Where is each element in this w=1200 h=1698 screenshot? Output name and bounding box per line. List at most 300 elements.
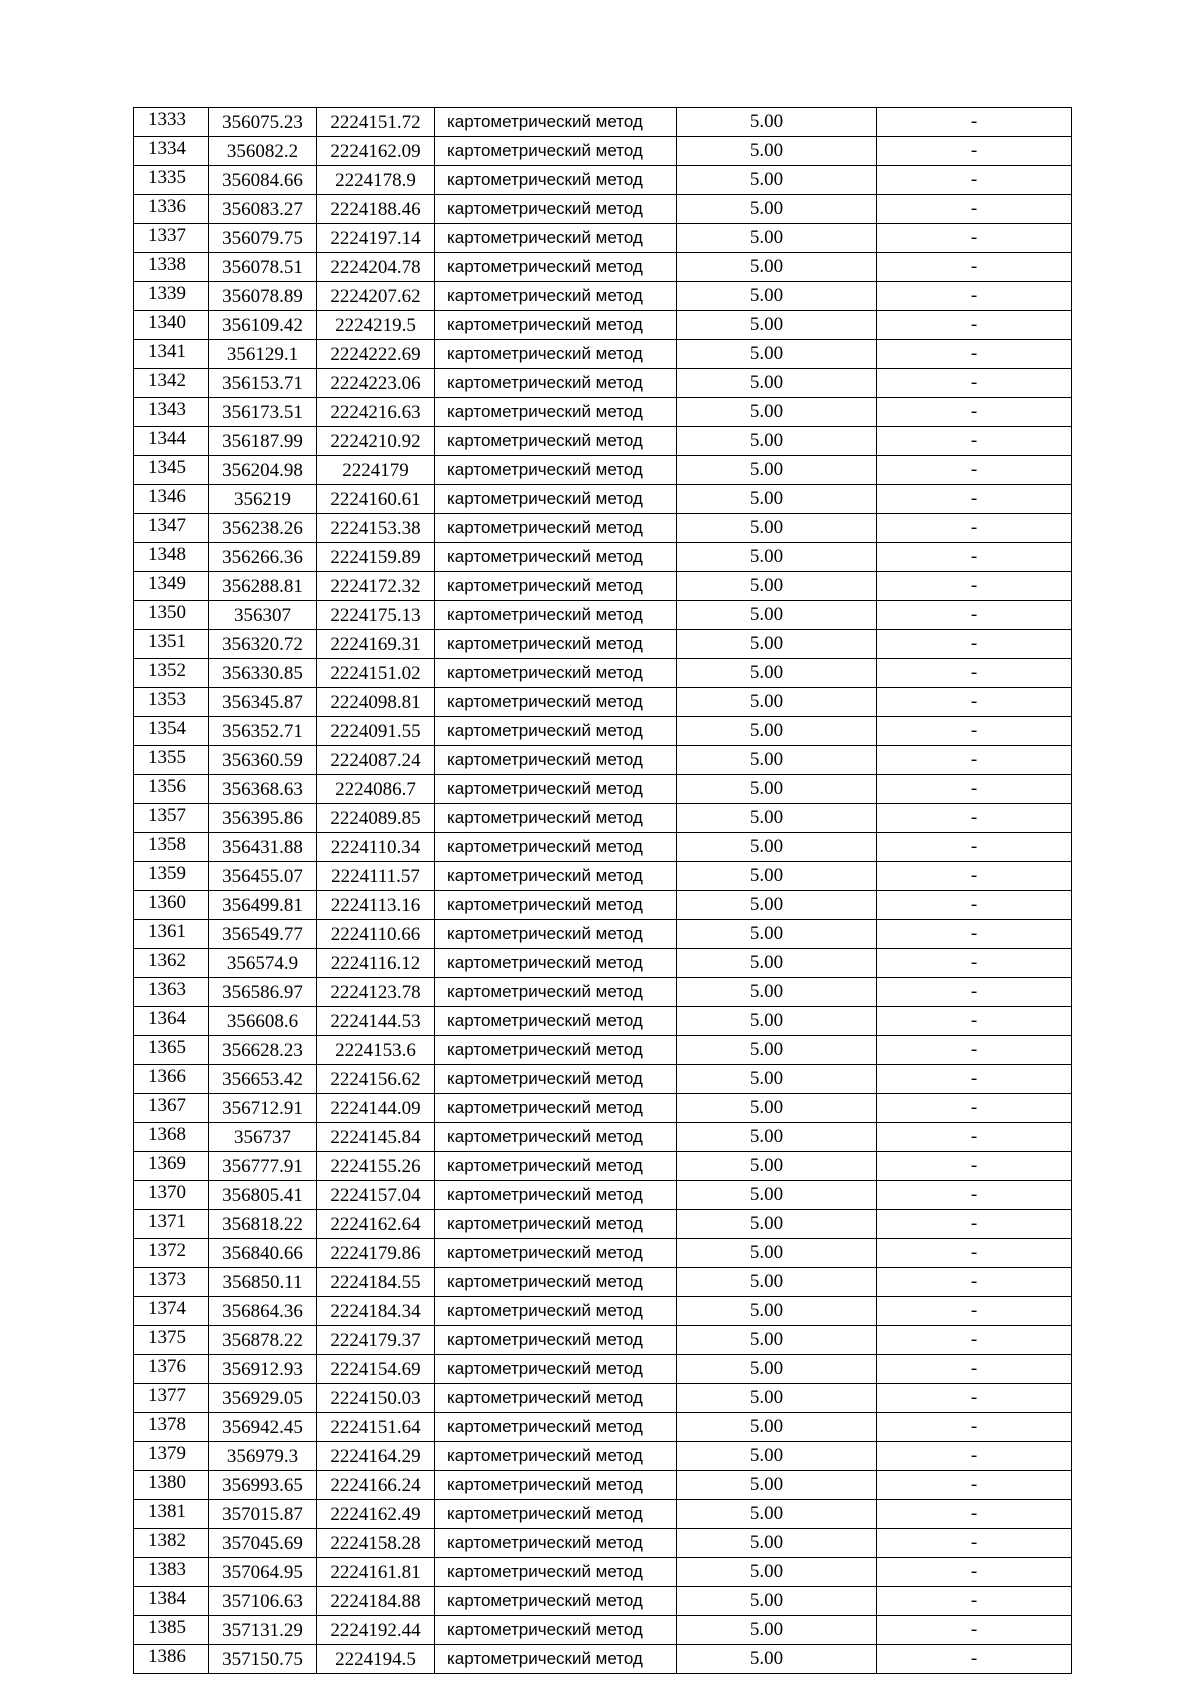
table-body [134,108,1072,1674]
table-row [134,1558,1072,1587]
table-row [134,1413,1072,1442]
point-number-cell: 1339 [134,282,209,311]
method-cell: картометрический метод [435,1297,677,1326]
y-coordinate-cell: 2224164.29 [317,1442,435,1471]
accuracy-cell: 5.00 [677,1500,877,1529]
note-cell: - [877,804,1072,833]
y-coordinate-cell: 2224153.38 [317,514,435,543]
method-cell: картометрический метод [435,978,677,1007]
x-coordinate-cell: 356153.71 [209,369,317,398]
x-coordinate-cell: 356187.99 [209,427,317,456]
method-cell: картометрический метод [435,1355,677,1384]
coordinates-table [133,107,1072,1674]
x-coordinate-cell: 356628.23 [209,1036,317,1065]
note-cell: - [877,1645,1072,1674]
table-row [134,1500,1072,1529]
note-cell: - [877,833,1072,862]
table-row [134,1094,1072,1123]
table-row [134,1645,1072,1674]
table-row [134,1471,1072,1500]
note-cell: - [877,514,1072,543]
point-number-cell: 1375 [134,1326,209,1355]
point-number-cell: 1362 [134,949,209,978]
method-cell: картометрический метод [435,949,677,978]
method-cell: картометрический метод [435,369,677,398]
note-cell: - [877,1413,1072,1442]
point-number-cell: 1349 [134,572,209,601]
note-cell: - [877,891,1072,920]
point-number-cell: 1356 [134,775,209,804]
point-number-cell: 1343 [134,398,209,427]
x-coordinate-cell: 357064.95 [209,1558,317,1587]
method-cell: картометрический метод [435,282,677,311]
point-number-cell: 1336 [134,195,209,224]
x-coordinate-cell: 356360.59 [209,746,317,775]
accuracy-cell: 5.00 [677,427,877,456]
table-row [134,1036,1072,1065]
method-cell: картометрический метод [435,543,677,572]
accuracy-cell: 5.00 [677,514,877,543]
x-coordinate-cell: 356840.66 [209,1239,317,1268]
table-row [134,659,1072,688]
method-cell: картометрический метод [435,1413,677,1442]
point-number-cell: 1369 [134,1152,209,1181]
y-coordinate-cell: 2224210.92 [317,427,435,456]
accuracy-cell: 5.00 [677,717,877,746]
method-cell: картометрический метод [435,891,677,920]
note-cell: - [877,1500,1072,1529]
note-cell: - [877,427,1072,456]
y-coordinate-cell: 2224179.37 [317,1326,435,1355]
method-cell: картометрический метод [435,311,677,340]
method-cell: картометрический метод [435,1123,677,1152]
method-cell: картометрический метод [435,485,677,514]
x-coordinate-cell: 356993.65 [209,1471,317,1500]
accuracy-cell: 5.00 [677,1210,877,1239]
y-coordinate-cell: 2224223.06 [317,369,435,398]
x-coordinate-cell: 357106.63 [209,1587,317,1616]
y-coordinate-cell: 2224179 [317,456,435,485]
y-coordinate-cell: 2224184.88 [317,1587,435,1616]
table-row [134,1355,1072,1384]
x-coordinate-cell: 356204.98 [209,456,317,485]
y-coordinate-cell: 2224144.09 [317,1094,435,1123]
point-number-cell: 1367 [134,1094,209,1123]
x-coordinate-cell: 356307 [209,601,317,630]
method-cell: картометрический метод [435,833,677,862]
note-cell: - [877,1094,1072,1123]
table-row [134,195,1072,224]
method-cell: картометрический метод [435,659,677,688]
table-row [134,775,1072,804]
accuracy-cell: 5.00 [677,630,877,659]
method-cell: картометрический метод [435,572,677,601]
accuracy-cell: 5.00 [677,1645,877,1674]
table-row [134,717,1072,746]
x-coordinate-cell: 356864.36 [209,1297,317,1326]
accuracy-cell: 5.00 [677,862,877,891]
point-number-cell: 1353 [134,688,209,717]
note-cell: - [877,1326,1072,1355]
table-row [134,1529,1072,1558]
x-coordinate-cell: 356173.51 [209,398,317,427]
table-row [134,1210,1072,1239]
point-number-cell: 1372 [134,1239,209,1268]
y-coordinate-cell: 2224091.55 [317,717,435,746]
table-row [134,920,1072,949]
table-row [134,1587,1072,1616]
point-number-cell: 1352 [134,659,209,688]
y-coordinate-cell: 2224161.81 [317,1558,435,1587]
note-cell: - [877,659,1072,688]
table-row [134,891,1072,920]
method-cell: картометрический метод [435,1442,677,1471]
point-number-cell: 1357 [134,804,209,833]
accuracy-cell: 5.00 [677,1326,877,1355]
y-coordinate-cell: 2224162.64 [317,1210,435,1239]
y-coordinate-cell: 2224159.89 [317,543,435,572]
table-row [134,746,1072,775]
x-coordinate-cell: 356320.72 [209,630,317,659]
accuracy-cell: 5.00 [677,746,877,775]
note-cell: - [877,949,1072,978]
method-cell: картометрический метод [435,1065,677,1094]
note-cell: - [877,1181,1072,1210]
point-number-cell: 1360 [134,891,209,920]
y-coordinate-cell: 2224145.84 [317,1123,435,1152]
x-coordinate-cell: 356608.6 [209,1007,317,1036]
y-coordinate-cell: 2224166.24 [317,1471,435,1500]
accuracy-cell: 5.00 [677,775,877,804]
x-coordinate-cell: 356352.71 [209,717,317,746]
table-row [134,282,1072,311]
y-coordinate-cell: 2224086.7 [317,775,435,804]
y-coordinate-cell: 2224150.03 [317,1384,435,1413]
method-cell: картометрический метод [435,717,677,746]
note-cell: - [877,1123,1072,1152]
table-row [134,137,1072,166]
accuracy-cell: 5.00 [677,1413,877,1442]
table-row [134,166,1072,195]
y-coordinate-cell: 2224155.26 [317,1152,435,1181]
note-cell: - [877,978,1072,1007]
method-cell: картометрический метод [435,224,677,253]
note-cell: - [877,572,1072,601]
table-row [134,1007,1072,1036]
method-cell: картометрический метод [435,920,677,949]
note-cell: - [877,166,1072,195]
note-cell: - [877,1587,1072,1616]
y-coordinate-cell: 2224111.57 [317,862,435,891]
y-coordinate-cell: 2224110.66 [317,920,435,949]
x-coordinate-cell: 356129.1 [209,340,317,369]
note-cell: - [877,311,1072,340]
method-cell: картометрический метод [435,427,677,456]
point-number-cell: 1340 [134,311,209,340]
method-cell: картометрический метод [435,1471,677,1500]
note-cell: - [877,688,1072,717]
note-cell: - [877,862,1072,891]
y-coordinate-cell: 2224197.14 [317,224,435,253]
y-coordinate-cell: 2224151.02 [317,659,435,688]
point-number-cell: 1358 [134,833,209,862]
point-number-cell: 1345 [134,456,209,485]
y-coordinate-cell: 2224178.9 [317,166,435,195]
x-coordinate-cell: 356084.66 [209,166,317,195]
accuracy-cell: 5.00 [677,137,877,166]
table-row [134,1616,1072,1645]
accuracy-cell: 5.00 [677,572,877,601]
method-cell: картометрический метод [435,1094,677,1123]
y-coordinate-cell: 2224219.5 [317,311,435,340]
accuracy-cell: 5.00 [677,1471,877,1500]
x-coordinate-cell: 357131.29 [209,1616,317,1645]
accuracy-cell: 5.00 [677,1268,877,1297]
accuracy-cell: 5.00 [677,108,877,137]
x-coordinate-cell: 356395.86 [209,804,317,833]
y-coordinate-cell: 2224162.49 [317,1500,435,1529]
method-cell: картометрический метод [435,398,677,427]
table-row [134,1065,1072,1094]
accuracy-cell: 5.00 [677,1297,877,1326]
x-coordinate-cell: 356431.88 [209,833,317,862]
accuracy-cell: 5.00 [677,485,877,514]
y-coordinate-cell: 2224089.85 [317,804,435,833]
y-coordinate-cell: 2224156.62 [317,1065,435,1094]
accuracy-cell: 5.00 [677,1384,877,1413]
method-cell: картометрический метод [435,1268,677,1297]
x-coordinate-cell: 356083.27 [209,195,317,224]
table-row [134,572,1072,601]
accuracy-cell: 5.00 [677,282,877,311]
method-cell: картометрический метод [435,1152,677,1181]
point-number-cell: 1335 [134,166,209,195]
point-number-cell: 1370 [134,1181,209,1210]
accuracy-cell: 5.00 [677,601,877,630]
y-coordinate-cell: 2224184.34 [317,1297,435,1326]
point-number-cell: 1344 [134,427,209,456]
point-number-cell: 1382 [134,1529,209,1558]
note-cell: - [877,1036,1072,1065]
note-cell: - [877,630,1072,659]
point-number-cell: 1371 [134,1210,209,1239]
method-cell: картометрический метод [435,1616,677,1645]
note-cell: - [877,1239,1072,1268]
note-cell: - [877,485,1072,514]
table-row [134,253,1072,282]
note-cell: - [877,195,1072,224]
x-coordinate-cell: 356912.93 [209,1355,317,1384]
y-coordinate-cell: 2224175.13 [317,601,435,630]
y-coordinate-cell: 2224192.44 [317,1616,435,1645]
accuracy-cell: 5.00 [677,920,877,949]
x-coordinate-cell: 356942.45 [209,1413,317,1442]
point-number-cell: 1376 [134,1355,209,1384]
x-coordinate-cell: 356345.87 [209,688,317,717]
point-number-cell: 1385 [134,1616,209,1645]
method-cell: картометрический метод [435,1210,677,1239]
y-coordinate-cell: 2224172.32 [317,572,435,601]
note-cell: - [877,398,1072,427]
note-cell: - [877,1355,1072,1384]
point-number-cell: 1377 [134,1384,209,1413]
note-cell: - [877,253,1072,282]
method-cell: картометрический метод [435,688,677,717]
point-number-cell: 1386 [134,1645,209,1674]
method-cell: картометрический метод [435,1529,677,1558]
y-coordinate-cell: 2224087.24 [317,746,435,775]
accuracy-cell: 5.00 [677,1587,877,1616]
point-number-cell: 1338 [134,253,209,282]
method-cell: картометрический метод [435,456,677,485]
note-cell: - [877,224,1072,253]
point-number-cell: 1341 [134,340,209,369]
method-cell: картометрический метод [435,862,677,891]
method-cell: картометрический метод [435,1239,677,1268]
table-row [134,456,1072,485]
note-cell: - [877,775,1072,804]
table-row [134,398,1072,427]
y-coordinate-cell: 2224123.78 [317,978,435,1007]
accuracy-cell: 5.00 [677,1007,877,1036]
x-coordinate-cell: 356653.42 [209,1065,317,1094]
note-cell: - [877,1007,1072,1036]
x-coordinate-cell: 356586.97 [209,978,317,1007]
method-cell: картометрический метод [435,601,677,630]
note-cell: - [877,1268,1072,1297]
method-cell: картометрический метод [435,340,677,369]
accuracy-cell: 5.00 [677,1442,877,1471]
point-number-cell: 1380 [134,1471,209,1500]
note-cell: - [877,456,1072,485]
accuracy-cell: 5.00 [677,195,877,224]
x-coordinate-cell: 356805.41 [209,1181,317,1210]
x-coordinate-cell: 357015.87 [209,1500,317,1529]
table-row [134,804,1072,833]
x-coordinate-cell: 356850.11 [209,1268,317,1297]
x-coordinate-cell: 356737 [209,1123,317,1152]
x-coordinate-cell: 356878.22 [209,1326,317,1355]
note-cell: - [877,1152,1072,1181]
point-number-cell: 1334 [134,137,209,166]
point-number-cell: 1384 [134,1587,209,1616]
y-coordinate-cell: 2224160.61 [317,485,435,514]
table-row [134,688,1072,717]
note-cell: - [877,282,1072,311]
accuracy-cell: 5.00 [677,1616,877,1645]
method-cell: картометрический метод [435,804,677,833]
note-cell: - [877,543,1072,572]
y-coordinate-cell: 2224207.62 [317,282,435,311]
method-cell: картометрический метод [435,195,677,224]
accuracy-cell: 5.00 [677,398,877,427]
y-coordinate-cell: 2224113.16 [317,891,435,920]
point-number-cell: 1383 [134,1558,209,1587]
table-row [134,862,1072,891]
y-coordinate-cell: 2224098.81 [317,688,435,717]
y-coordinate-cell: 2224154.69 [317,1355,435,1384]
table-row [134,340,1072,369]
point-number-cell: 1374 [134,1297,209,1326]
x-coordinate-cell: 356455.07 [209,862,317,891]
x-coordinate-cell: 356979.3 [209,1442,317,1471]
y-coordinate-cell: 2224204.78 [317,253,435,282]
method-cell: картометрический метод [435,1558,677,1587]
table-row [134,108,1072,137]
point-number-cell: 1381 [134,1500,209,1529]
table-row [134,1181,1072,1210]
table-row [134,224,1072,253]
table-row [134,1442,1072,1471]
point-number-cell: 1363 [134,978,209,1007]
table-row [134,630,1072,659]
table-row [134,369,1072,398]
point-number-cell: 1350 [134,601,209,630]
x-coordinate-cell: 356078.89 [209,282,317,311]
table-row [134,1297,1072,1326]
x-coordinate-cell: 356574.9 [209,949,317,978]
point-number-cell: 1365 [134,1036,209,1065]
accuracy-cell: 5.00 [677,978,877,1007]
accuracy-cell: 5.00 [677,1152,877,1181]
x-coordinate-cell: 356712.91 [209,1094,317,1123]
point-number-cell: 1342 [134,369,209,398]
method-cell: картометрический метод [435,514,677,543]
accuracy-cell: 5.00 [677,456,877,485]
accuracy-cell: 5.00 [677,166,877,195]
x-coordinate-cell: 357045.69 [209,1529,317,1558]
x-coordinate-cell: 356238.26 [209,514,317,543]
y-coordinate-cell: 2224153.6 [317,1036,435,1065]
y-coordinate-cell: 2224188.46 [317,195,435,224]
note-cell: - [877,717,1072,746]
x-coordinate-cell: 356079.75 [209,224,317,253]
note-cell: - [877,920,1072,949]
x-coordinate-cell: 356368.63 [209,775,317,804]
table-row [134,543,1072,572]
table-row [134,1268,1072,1297]
x-coordinate-cell: 356288.81 [209,572,317,601]
method-cell: картометрический метод [435,630,677,659]
note-cell: - [877,1210,1072,1239]
note-cell: - [877,601,1072,630]
accuracy-cell: 5.00 [677,949,877,978]
y-coordinate-cell: 2224151.64 [317,1413,435,1442]
method-cell: картометрический метод [435,775,677,804]
table-row [134,1384,1072,1413]
x-coordinate-cell: 356078.51 [209,253,317,282]
point-number-cell: 1378 [134,1413,209,1442]
y-coordinate-cell: 2224162.09 [317,137,435,166]
method-cell: картометрический метод [435,1326,677,1355]
accuracy-cell: 5.00 [677,1094,877,1123]
table-row [134,427,1072,456]
x-coordinate-cell: 356499.81 [209,891,317,920]
point-number-cell: 1348 [134,543,209,572]
table-row [134,1239,1072,1268]
accuracy-cell: 5.00 [677,1529,877,1558]
y-coordinate-cell: 2224216.63 [317,398,435,427]
y-coordinate-cell: 2224222.69 [317,340,435,369]
accuracy-cell: 5.00 [677,311,877,340]
point-number-cell: 1337 [134,224,209,253]
x-coordinate-cell: 357150.75 [209,1645,317,1674]
x-coordinate-cell: 356330.85 [209,659,317,688]
y-coordinate-cell: 2224157.04 [317,1181,435,1210]
note-cell: - [877,1442,1072,1471]
method-cell: картометрический метод [435,137,677,166]
note-cell: - [877,369,1072,398]
